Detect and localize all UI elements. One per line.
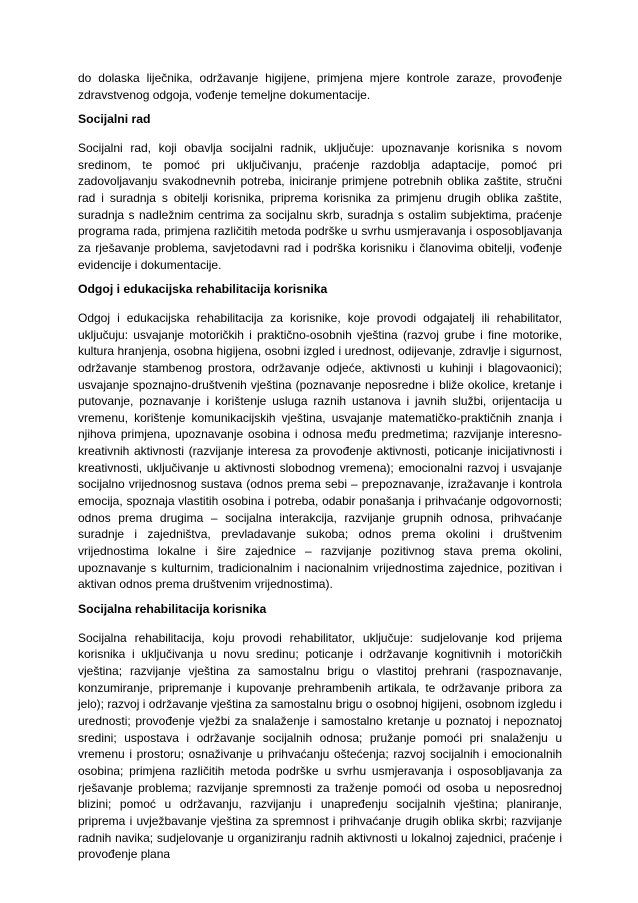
section-heading-social-rehabilitation: Socijalna rehabilitacija korisnika	[78, 602, 267, 617]
section-body-education-rehabilitation: Odgoj i edukacijska rehabilitacija za korisnike, koje provodi odgajatelj ili rehabilitator, uključuju: usvajanje motoričkih i praktično-osobnih vještina (razvoj grube i fine motorike, kultura hranjenja, osobna higijena, osobni izgled i urednost, odijevanje, zdravlje i sigurnost, održavanje stambenog prostora, održavanje odjeće, aktivnosti u kuhinji i blagovaonici); usvajanje spoznajno-društvenih vještina (poznavanje neposredne i bliže okolice, kretanje i putovanje, poznavanje i korištenje usluga raznih ustanova i javnih službi, orijentacija u vremenu, korištenje komunikacijskih vještina, usvajanje matematičko-praktičnih znanja i njihova primjena, upoznavanje osobina i odnosa među predmetima; razvijanje interesno-kreativnih aktivnosti (razvijanje interesa za provođenje aktivnosti, poticanje inicijativnosti i kreativnosti, uključivanje u aktivnosti slobodnog vremena); emocionalni razvoj i usvajanje socijalno vrijednosnog sustava (odnos prema sebi – prepoznavanje, izražavanje i kontrola emocija, spoznaja vlastitih osobina i potreba, odabir ponašanja i prihvaćanje odgovornosti; odnos prema drugima – socijalna interakcija, razvijanje grupnih odnosa, prihvaćanje suradnje i zajedništva, prevladavanje sukoba; odnos prema okolini i društvenim vrijednostima lokalne i šire zajednice – razvijanje pozitivnog stava prema okolini, upoznavanje s kulturnim, tradicionalnim i nacionalnim vrijednostima zajednice, pozitivan i aktivan odnos prema društvenim vrijednostima).	[78, 310, 562, 592]
section-heading-education-rehabilitation: Odgoj i edukacijska rehabilitacija korisnika	[78, 282, 328, 297]
section-body-social-work: Socijalni rad, koji obavlja socijalni radnik, uključuje: upoznavanje korisnika s novom sredinom, te pomoć pri uključivanju, praćenje razdoblja adaptacije, pomoć pri zadovoljavanju svakodnevnih potreba, iniciranje primjene potrebnih oblika zaštite, stručni rad i suradnja s obitelji korisnika, priprema korisnika za primjenu drugih oblika zaštite, suradnja s nadležnim centrima za socijalnu skrb, suradnja s ostalim subjektima, praćenje programa rada, primjena različitih metoda podrške u svrhu usmjeravanja i osposobljavanja za rješavanje problema, savjetodavni rad i podrška korisniku i članovima obitelji, vođenje evidencije i dokumentacije.	[78, 140, 562, 272]
section-heading-social-work: Socijalni rad	[78, 112, 151, 127]
document-page	[78, 70, 562, 863]
section-body-social-rehabilitation: Socijalna rehabilitacija, koju provodi rehabilitator, uključuje: sudjelovanje kod prijema korisnika i uključivanja u novu sredinu; poticanje i održavanje kognitivnih i motoričkih vještina; razvijanje vještina za samostalnu brigu o vlastitoj prehrani (raspoznavanje, konzumiranje, pripremanje i kupovanje prehrambenih artikala, te održavanje pribora za jelo); razvoj i održavanje vještina za samostalnu brigu o osobnoj higijeni, osobnom izgledu i urednosti; provođenje vježbi za snalaženje i samostalno kretanje u poznatoj i nepoznatoj sredini; uspostava i održavanje socijalnih odnosa; pružanje pomoći pri snalaženju u vremenu i prostoru; osnaživanje u prihvaćanju oštećenja; razvoj socijalnih i emocionalnih osobina; primjena različitih metoda podrške u svrhu usmjeravanja i osposobljavanja za rješavanje problema; razvijanje spremnosti za traženje pomoći od osoba u neposrednoj blizini; pomoć u održavanju, razvijanju i unapređenju socijalnih vještina; planiranje, priprema i uvježbavanje vještina za spremnost i prihvaćanje drugih oblika skrbi; razvijanje radnih navika; sudjelovanje u organiziranju radnih aktivnosti u lokalnoj zajednici, praćenje i provođenje plana	[78, 630, 562, 862]
intro-paragraph: do dolaska liječnika, održavanje higijene, primjena mjere kontrole zaraze, provođenje zdravstvenog odgoja, vođenje temeljne dokumentacije.	[78, 71, 562, 102]
